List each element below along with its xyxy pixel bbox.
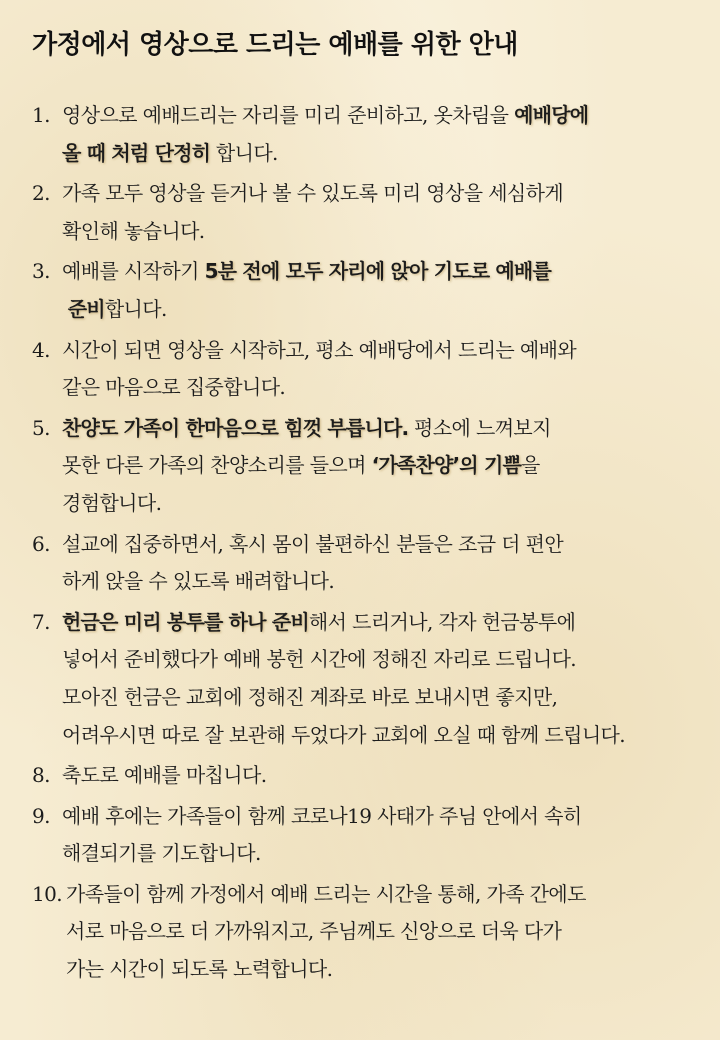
emphasis-text: 준비: [67, 296, 105, 321]
guide-list: [32, 97, 702, 989]
item-line: 헌금은 미리 봉투를 하나 준비해서 드리거나, 각자 헌금봉투에: [62, 609, 576, 634]
item-line: 넣어서 준비했다가 예배 봉헌 시간에 정해진 자리로 드립니다.: [62, 647, 577, 672]
item-line: 하게 앉을 수 있도록 배려합니다.: [62, 569, 335, 594]
item-line: 찬양도 가족이 한마음으로 힘껏 부릅니다. 평소에 느껴보지: [62, 415, 551, 440]
emphasis-text: 올 때 처럼 단정히: [62, 140, 211, 165]
list-item-8: [32, 757, 702, 795]
item-number: 8.: [32, 763, 50, 788]
item-number: 10.: [32, 881, 63, 906]
item-line: 확인해 놓습니다.: [62, 218, 205, 243]
list-item-4: [32, 332, 702, 407]
item-number: 2.: [32, 181, 50, 206]
emphasis-text: ‘가족찬양’의 기쁨: [371, 453, 521, 478]
item-line: 축도로 예배를 마칩니다.: [62, 763, 267, 788]
item-line: 가는 시간이 되도록 노력합니다.: [66, 957, 333, 982]
list-item-7: [32, 604, 702, 754]
emphasis-text: 5분 전에 모두 자리에 앉아 기도로 예배를: [204, 259, 551, 284]
list-item-9: [32, 798, 702, 873]
item-number: 6.: [32, 531, 50, 556]
list-item-5: [32, 410, 702, 523]
list-item-3: [32, 253, 702, 328]
item-line: 준비합니다.: [67, 296, 167, 321]
item-line: 올 때 처럼 단정히 합니다.: [62, 140, 278, 165]
item-line: 가족들이 함께 가정에서 예배 드리는 시간을 통해, 가족 간에도: [66, 881, 586, 906]
emphasis-text: 찬양도 가족이 한마음으로 힘껏 부릅니다.: [62, 415, 409, 440]
item-number: 1.: [32, 103, 50, 127]
item-line: 해결되기를 기도합니다.: [62, 841, 261, 866]
item-line: 못한 다른 가족의 찬양소리를 들으며 ‘가족찬양’의 기쁨을: [62, 453, 540, 478]
item-line: 예배를 시작하기 5분 전에 모두 자리에 앉아 기도로 예배를: [62, 259, 551, 284]
item-line: 예배 후에는 가족들이 함께 코로나19 사태가 주님 안에서 속히: [62, 803, 582, 828]
item-line: 설교에 집중하면서, 혹시 몸이 불편하신 분들은 조금 더 편안: [62, 531, 564, 556]
list-item-1: [32, 97, 702, 172]
item-number: 9.: [32, 803, 50, 828]
item-number: 7.: [32, 609, 50, 634]
item-line: 영상으로 예배드리는 자리를 미리 준비하고, 옷차림을 예배당에: [62, 103, 589, 127]
page-title: 가정에서 영상으로 드리는 예배를 위한 안내: [32, 30, 518, 60]
item-line: 어려우시면 따로 잘 보관해 두었다가 교회에 오실 때 함께 드립니다.: [62, 722, 626, 747]
item-number: 3.: [32, 259, 50, 284]
list-item-10: [32, 876, 702, 989]
item-line: 시간이 되면 영상을 시작하고, 평소 예배당에서 드리는 예배와: [62, 337, 577, 362]
item-line: 경험합니다.: [62, 490, 162, 515]
item-number: 4.: [32, 337, 50, 362]
emphasis-text: 헌금은 미리 봉투를 하나 준비: [62, 609, 309, 634]
list-item-2: [32, 175, 702, 250]
item-line: 가족 모두 영상을 듣거나 볼 수 있도록 미리 영상을 세심하게: [62, 181, 564, 206]
item-line: 서로 마음으로 더 가까워지고, 주님께도 신앙으로 더욱 다가: [66, 919, 562, 944]
emphasis-text: 예배당에: [514, 103, 589, 127]
item-number: 5.: [32, 415, 50, 440]
item-line: 모아진 헌금은 교회에 정해진 계좌로 바로 보내시면 좋지만,: [62, 684, 558, 709]
item-line: 같은 마음으로 집중합니다.: [62, 375, 286, 400]
list-item-6: [32, 526, 702, 601]
